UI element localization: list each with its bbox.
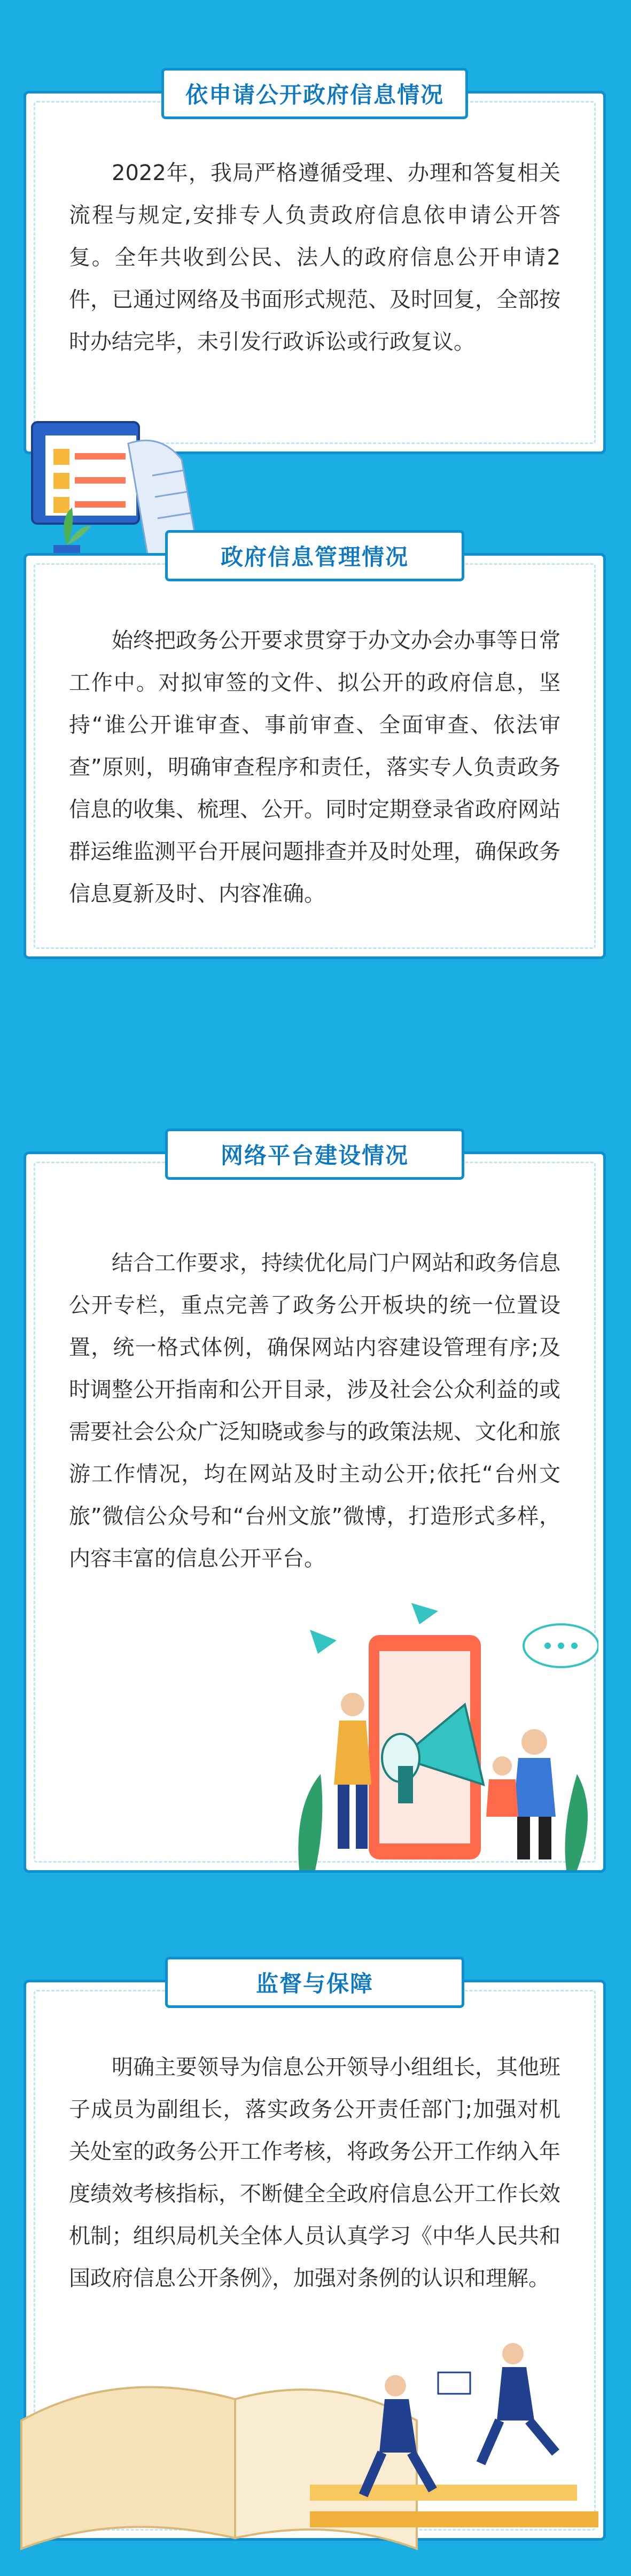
megaphone-illustration bbox=[278, 1582, 598, 1870]
section-title: 网络平台建设情况 bbox=[220, 1142, 409, 1169]
section-title-tab bbox=[165, 1957, 464, 2008]
section-title: 监督与保障 bbox=[255, 1971, 373, 1997]
section-title: 依申请公开政府信息情况 bbox=[185, 82, 445, 108]
section-body-text: 明确主要领导为信息公开领导小组组长，其他班子成员为副组长，落实政务公开责任部门;加强对机关处室的政务公开工作考核，将政务公开工作纳入年度绩效考核指标，不断健全全政府信息公开工作长效机制；组织局机关全体人员认真学习《中华人民共和国政府信息公开条例》，加强对条例的认识和理解。 bbox=[69, 2055, 560, 2291]
section-title-tab bbox=[161, 68, 468, 119]
section-card-application bbox=[24, 82, 606, 454]
section-body-text: 结合工作要求，持续优化局门户网站和政务信息公开专栏，重点完善了政务公开板块的统一位置设置，统一格式体例，确保网站内容建设管理有序;及时调整公开指南和公开目录，涉及社会公众利益的或需要社会公众广泛知晓或参与的政策法规、文化和旅游工作情况，均在网站及时主动公开;依托“台州文旅”微信公众号和“台州文旅”微博，打造形式多样，内容丰富的信息公开平台。 bbox=[69, 1251, 560, 1571]
section-title-tab bbox=[165, 1129, 464, 1180]
section-card-management bbox=[24, 544, 606, 959]
section-body-text: 2022年，我局严格遵循受理、办理和答复相关流程与规定,安排专人负责政府信息依申请公开答复。全年共收到公民、法人的政府信息公开申请2件，已通过网络及书面形式规范、及时回复，全部按时办结完毕，未引发行政诉讼或行政复议。 bbox=[69, 161, 560, 354]
book-relay-illustration bbox=[11, 2260, 620, 2559]
section-title-tab bbox=[165, 530, 464, 581]
section-title: 政府信息管理情况 bbox=[220, 544, 409, 570]
section-body-text: 始终把政务公开要求贯穿于办文办会办事等日常工作中。对拟审签的文件、拟公开的政府信息，坚持“谁公开谁审查、事前审查、全面审查、依法审查”原则，明确审查程序和责任，落实专人负责政务信息的收集、梳理、公开。同时定期登录省政府网站群运维监测平台开展问题排查并及时处理，确保政务信息夏新及时、内容准确。 bbox=[69, 628, 560, 906]
